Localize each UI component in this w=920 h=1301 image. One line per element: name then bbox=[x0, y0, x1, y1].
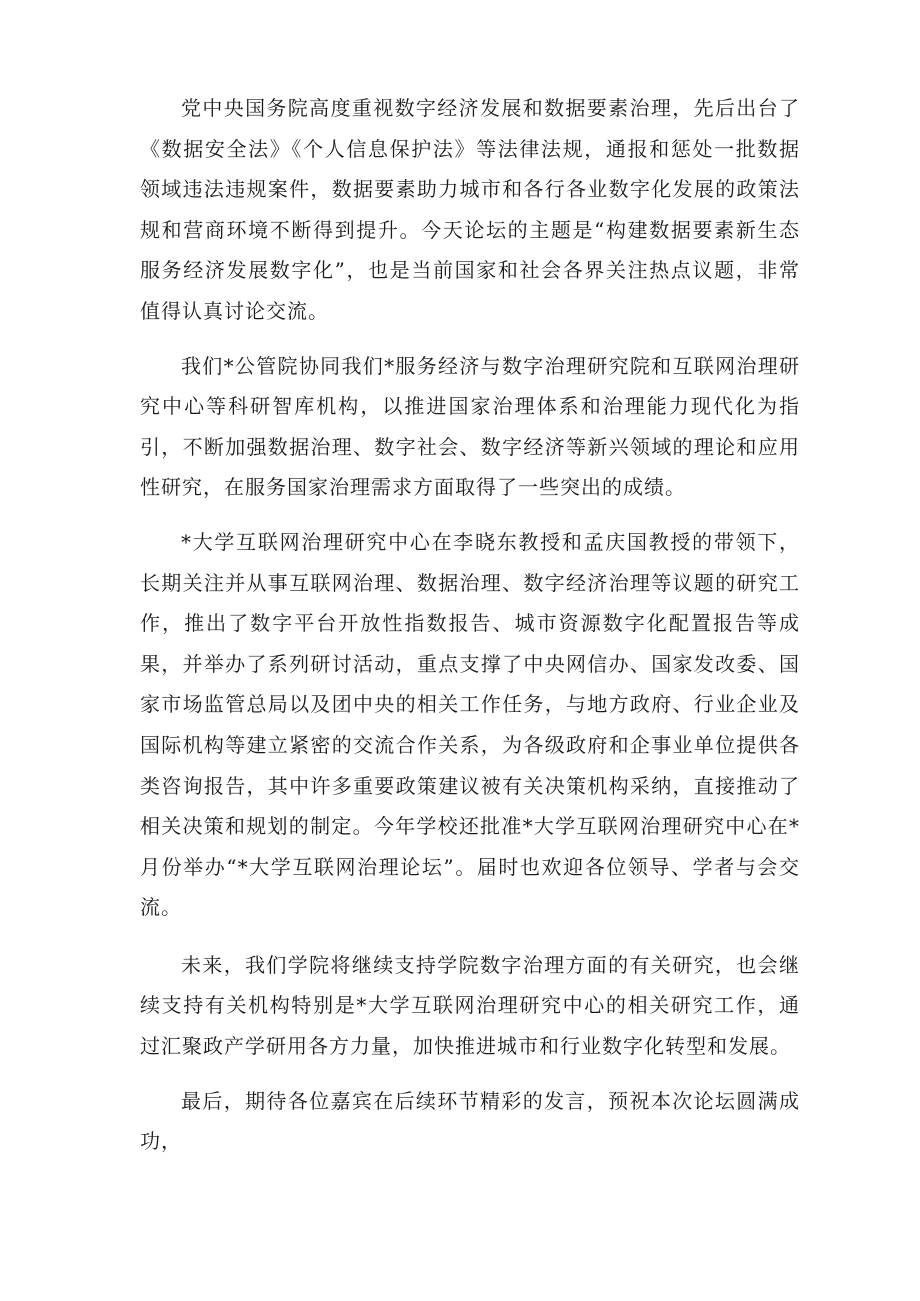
paragraph-future-support: 未来，我们学院将继续支持学院数字治理方面的有关研究，也会继续支持有关机构特别是*大学互联网治理研究中心的相关研究工作，通过汇聚政产学研用各方力量，加快推进城市和行业数字化转型和发展。 bbox=[140, 952, 800, 1059]
paragraph-closing: 最后，期待各位嘉宾在后续环节精彩的发言，预祝本次论坛圆满成功， bbox=[140, 1088, 800, 1154]
paragraph-research-center: *大学互联网治理研究中心在李晓东教授和孟庆国教授的带领下，长期关注并从事互联网治理、数据治理、数字经济治理等议题的研究工作，推出了数字平台开放性指数报告、城市资源数字化配置报告等成果，并举办了系列研讨活动，重点支撑了中央网信办、国家发改委、国家市场监管总局以及团中央的相关工作任务，与地方政府、行业企业及国际机构等建立紧密的交流合作关系，为各级政府和企事业单位提供各类咨询报告，其中许多重要政策建议被有关决策机构采纳，直接推动了相关决策和规划的制定。今年学校还批准*大学互联网治理研究中心在*月份举办“*大学互联网治理论坛”。届时也欢迎各位领导、学者与会交流。 bbox=[140, 529, 800, 920]
paragraph-institutions: 我们*公管院协同我们*服务经济与数字治理研究院和互联网治理研究中心等科研智库机构，以推进国家治理体系和治理能力现代化为指引，不断加强数据治理、数字社会、数字经济等新兴领域的理论和应用性研究，在服务国家治理需求方面取得了一些突出的成绩。 bbox=[140, 353, 800, 500]
paragraph-policy-background: 党中央国务院高度重视数字经济发展和数据要素治理，先后出台了《数据安全法》《个人信息保护法》等法律法规，通报和惩处一批数据领域违法违规案件，数据要素助力城市和各行各业数字化发展的政策法规和营商环境不断得到提升。今天论坛的主题是“构建数据要素新生态服务经济发展数字化”，也是当前国家和社会各界关注热点议题，非常值得认真讨论交流。 bbox=[140, 96, 800, 323]
document-body bbox=[140, 88, 800, 1162]
